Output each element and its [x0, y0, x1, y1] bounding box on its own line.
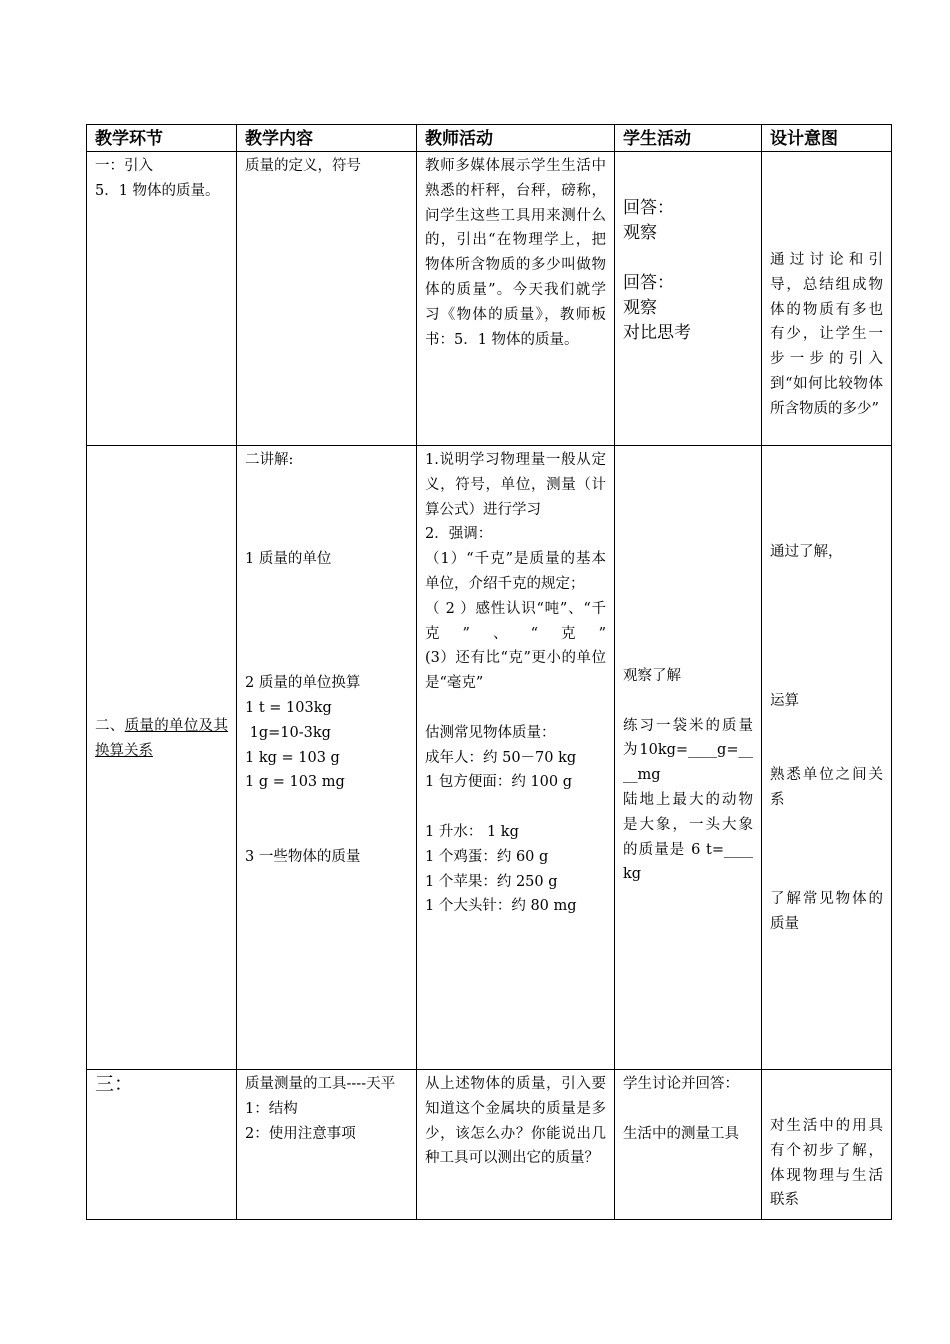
- student-line: 观察: [623, 297, 657, 318]
- student-cell: [615, 446, 762, 1070]
- teacher-cell: [417, 1070, 615, 1220]
- intent-text: 对生活中的用具有个初步了解，体现物理与生活联系: [770, 1118, 883, 1209]
- student-cell: [615, 1070, 762, 1220]
- content-text: 质量测量的工具----天平: [245, 1076, 396, 1092]
- student-observe: 观察了解: [623, 668, 681, 684]
- table-row: [87, 1070, 892, 1220]
- teacher-text: 教师多媒体展示学生生活中熟悉的杆秤，台秤，磅称，问学生这些工具用来测什么的，引出“在物理学上，把物体所含物质的多少叫做物体的质量”。今天我们就学习《物体的质量》，教师板书：5．1 物体的质量。: [425, 158, 606, 348]
- header-row: [87, 125, 892, 152]
- student-line: 生活中的测量工具: [623, 1125, 739, 1142]
- intent-cell: [762, 1070, 892, 1220]
- teacher-para: 2．强调：: [425, 526, 493, 543]
- conversion-item: 1 g = 103 mg: [245, 774, 345, 791]
- header-student: 学生活动: [615, 125, 762, 152]
- content-item: 2：使用注意事项: [245, 1125, 356, 1142]
- stage-text: 二、质量的单位及其换算关系: [95, 718, 228, 759]
- conversion-item: 1 t = 103kg: [245, 699, 332, 716]
- estimate-item: 1 包方便面：约 100 g: [425, 774, 573, 791]
- teacher-cell: [417, 446, 615, 1070]
- intent-cell: [762, 152, 892, 446]
- student-line: 观察: [623, 223, 657, 243]
- intent-a: 通过了解，: [770, 544, 843, 560]
- stage-cell: [87, 446, 237, 1070]
- content-heading: 二讲解:: [245, 452, 294, 468]
- header-stage: 教学环节: [87, 125, 237, 152]
- content-unit-title: 1 质量的单位: [245, 551, 332, 568]
- teacher-cell: [417, 152, 615, 446]
- stage-cell: [87, 1070, 237, 1220]
- content-text: 质量的定义，符号: [245, 158, 361, 174]
- teacher-para: （ 2 ）感性认识“吨”、“千克”、“克”: [425, 600, 606, 642]
- intent-text: 通过讨论和引导，总结组成物体的物质有多也有少，让学生一步一步的引入到“如何比较物体所含物质的多少”: [770, 252, 883, 417]
- student-line: 回答：: [623, 272, 674, 293]
- student-line: 对比思考: [623, 322, 691, 343]
- estimate-item: 1 个鸡蛋：约 60 g: [425, 848, 549, 865]
- header-intent: 设计意图: [762, 125, 892, 152]
- stage-title: 三：: [95, 1073, 134, 1095]
- content-examples-title: 3 一些物体的质量: [245, 848, 361, 865]
- header-teacher: 教师活动: [417, 125, 615, 152]
- stage-title: 一：引入: [95, 158, 153, 174]
- conversion-item: 1g=10-3kg: [245, 724, 331, 741]
- teacher-para: (3）还有比“克”更小的单位是“毫克”: [425, 650, 606, 692]
- conversion-item: 1 kg = 103 g: [245, 749, 340, 766]
- teacher-text: 从上述物体的质量，引入要知道这个金属块的质量是多少，该怎么办？你能说出几种工具可以测出它的质量？: [425, 1076, 606, 1167]
- header-content: 教学内容: [237, 125, 417, 152]
- estimate-item: 1 升水： 1 kg: [425, 823, 519, 840]
- student-cell: [615, 152, 762, 446]
- estimate-title: 估测常见物体质量：: [425, 724, 556, 741]
- content-item: 1：结构: [245, 1100, 298, 1117]
- student-line: 回答：: [623, 198, 674, 218]
- lesson-plan-table: [86, 124, 892, 1220]
- content-cell: [237, 1070, 417, 1220]
- student-line: 学生讨论并回答：: [623, 1076, 739, 1092]
- student-exercise: 练习一袋米的质量为10kg=____g=____mg: [623, 717, 753, 784]
- intent-cell: [762, 446, 892, 1070]
- table-row: [87, 152, 892, 446]
- content-conversion-title: 2 质量的单位换算: [245, 675, 361, 692]
- table-row: [87, 446, 892, 1070]
- content-cell: [237, 446, 417, 1070]
- stage-cell: [87, 152, 237, 446]
- content-cell: [237, 152, 417, 446]
- estimate-item: 1 个大头针：约 80 mg: [425, 898, 577, 915]
- intent-d: 了解常见物体的质量: [770, 891, 883, 932]
- teacher-para: （1）“千克”是质量的基本单位，介绍千克的规定；: [425, 551, 606, 592]
- teacher-para: 1.说明学习物理量一般从定义，符号，单位，测量（计算公式）进行学习: [425, 452, 606, 518]
- student-elephant: 陆地上最大的动物是大象，一头大象的质量是 6 t=____kg: [623, 791, 753, 883]
- stage-subtitle: 5．1 物体的质量。: [95, 182, 220, 199]
- stage-underlined: 质量的单位及其换算关系: [95, 718, 228, 759]
- intent-c: 熟悉单位之间关系: [770, 767, 883, 808]
- intent-b: 运算: [770, 692, 799, 709]
- estimate-item: 1 个苹果：约 250 g: [425, 873, 558, 890]
- estimate-item: 成年人：约 50－70 kg: [425, 749, 577, 766]
